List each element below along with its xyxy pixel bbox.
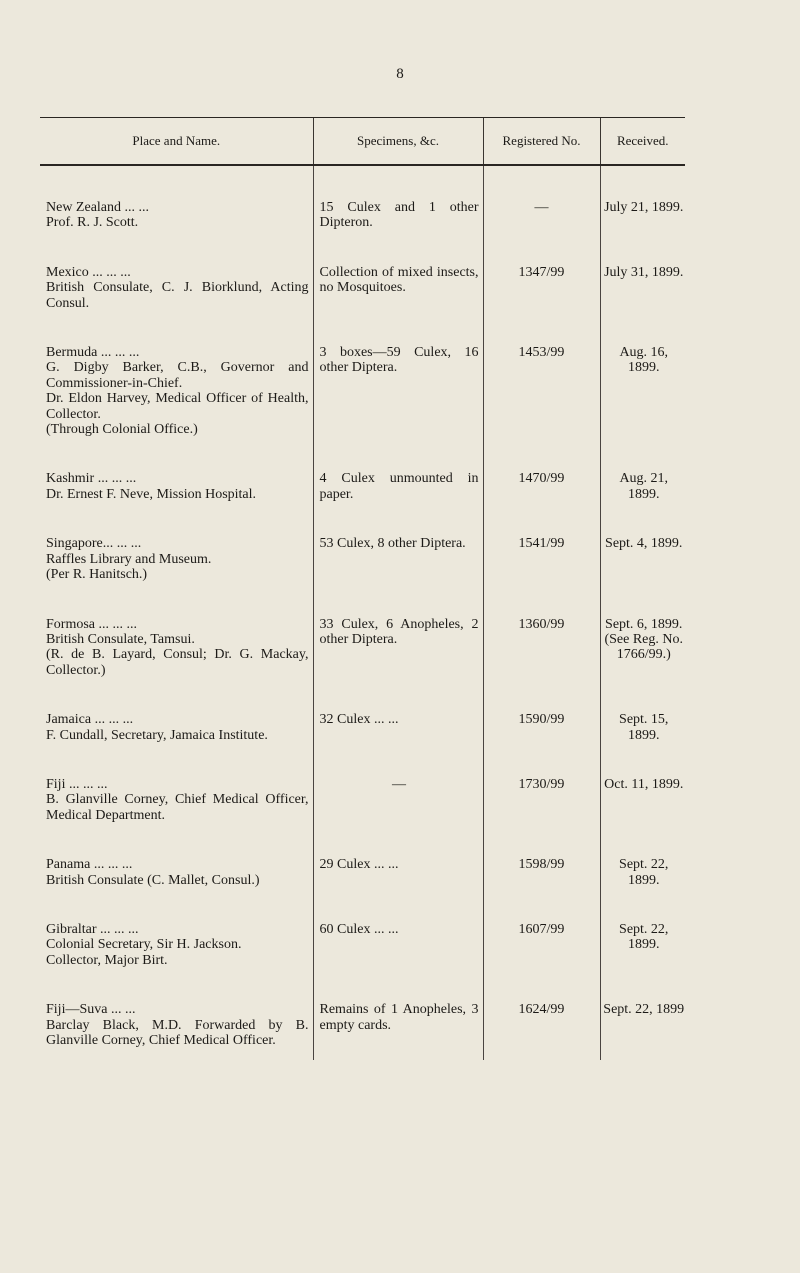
specimens-text: 53 Culex, 8 other Diptera. [319,536,466,552]
received-cell [600,712,685,777]
received-date: July 31, 1899. [604,264,684,280]
table-row [40,857,685,922]
received-date: Sept. 15, 1899. [619,712,669,743]
contact-person: British Consulate (C. Mallet, Consul.) [46,872,260,888]
place-name: Singapore... ... ... [46,536,142,552]
received-date: July 21, 1899. [604,200,684,215]
contact-person: Dr. Ernest F. Neve, Mission Hospital. [46,486,257,502]
contact-person: Barclay Black, M.D. Forwarded by B. Glanville Corney, Chief Medical Officer. [46,1017,309,1048]
contact-person: Colonial Secretary, Sir H. Jackson. [46,937,242,953]
specimens-text: 15 Culex and 1 other Dipteron. [319,200,479,231]
contact-person: (Through Colonial Office.) [46,422,198,438]
specimens-cell [313,265,483,345]
table-row [40,617,685,713]
place-name: Fiji—Suva ... ... [46,1002,136,1018]
specimens-cell [313,471,483,536]
contact-person: B. Glanville Corney, Chief Medical Officer, Medical Department. [46,792,309,823]
page-number: 8 [396,66,404,82]
table-row [40,922,685,1002]
received-date: Sept. 22, 1899. [619,921,669,953]
place-name: Gibraltar ... ... ... [46,921,139,937]
place-cell [40,1002,313,1060]
specimens-text: 29 Culex ... ... [319,857,399,873]
contact-person: British Consulate, Tamsui. [46,631,195,647]
specimens-cell [313,777,483,857]
registered-number: 1541/99 [483,536,600,616]
registered-number: 1590/99 [483,712,600,777]
contact-person: F. Cundall, Secretary, Jamaica Institute. [46,727,268,743]
place-cell [40,536,313,616]
received-date: Oct. 11, 1899. [604,776,684,792]
place-cell [40,471,313,536]
place-cell [40,777,313,857]
specimens-cell [313,712,483,777]
received-cell [600,265,685,345]
contact-person: (R. de B. Layard, Consul; Dr. G. Mackay, Collector.) [46,647,309,678]
place-cell [40,200,313,265]
specimens-cell [313,617,483,713]
specimens-text: 33 Culex, 6 Anopheles, 2 other Diptera. [319,616,479,647]
specimens-text: 4 Culex unmounted in paper. [319,471,479,502]
registered-number: 1453/99 [483,345,600,471]
header-registered: Registered No. [483,118,600,166]
specimens-cell [313,200,483,265]
specimens-text: 60 Culex ... ... [319,921,399,937]
place-name: Formosa ... ... ... [46,616,137,632]
contact-person: Raffles Library and Museum. [46,551,212,567]
received-date: Sept. 22, 1899 [603,1002,685,1018]
received-cell [600,1002,685,1060]
contact-person: British Consulate, C. J. Biorklund, Acting Consul. [46,280,309,311]
table-row [40,712,685,777]
register-table [40,117,685,1060]
received-date: Sept. 6, 1899. [605,616,683,632]
specimens-cell [313,1002,483,1060]
received-cell [600,857,685,922]
registered-number: 1730/99 [483,777,600,857]
place-name: Kashmir ... ... ... [46,471,137,487]
received-cell [600,617,685,713]
table-body [40,165,685,1060]
place-cell [40,617,313,713]
specimens-cell [313,922,483,1002]
header-place: Place and Name. [40,118,313,166]
registered-number: 1360/99 [483,617,600,713]
registered-number: 1607/99 [483,922,600,1002]
specimens-cell [313,345,483,471]
table-row [40,265,685,345]
contact-person: Prof. R. J. Scott. [46,215,139,231]
place-name: Mexico ... ... ... [46,264,131,280]
received-date: Sept. 4, 1899. [605,536,683,552]
place-cell [40,922,313,1002]
place-cell [40,265,313,345]
received-date: Aug. 16, 1899. [619,345,669,376]
specimens-text: — [392,776,406,792]
table-row [40,1002,685,1060]
place-cell [40,345,313,471]
specimen-register-table [40,117,685,1060]
received-cell [600,471,685,536]
contact-person: (Per R. Hanitsch.) [46,567,148,583]
received-cell [600,922,685,1002]
registered-number: 1470/99 [483,471,600,536]
specimens-text: Collection of mixed insects, no Mosquitoes. [319,264,479,296]
received-cell [600,777,685,857]
table-row [40,536,685,616]
table-row [40,777,685,857]
specimens-cell [313,536,483,616]
table-row [40,471,685,536]
place-name: Bermuda ... ... ... [46,345,140,361]
received-date: Aug. 21, 1899. [619,471,669,502]
received-cell [600,345,685,471]
specimens-text: 3 boxes—59 Culex, 16 other Diptera. [319,345,479,376]
table-header [40,118,685,166]
contact-person: Dr. Eldon Harvey, Medical Officer of Health, Collector. [46,391,309,422]
received-cell [600,536,685,616]
registered-number: 1598/99 [483,857,600,922]
contact-person: Collector, Major Birt. [46,952,168,968]
received-cell [600,200,685,265]
received-date: Sept. 22, 1899. [619,857,669,888]
contact-person: G. Digby Barker, C.B., Governor and Commissioner-in-Chief. [46,360,309,391]
place-cell [40,857,313,922]
header-specimens: Specimens, &c. [313,118,483,166]
place-name: Fiji ... ... ... [46,776,108,792]
registered-number: 1347/99 [483,265,600,345]
header-spacer-row [40,165,685,200]
specimens-text: Remains of 1 Anopheles, 3 empty cards. [319,1002,479,1033]
table-row [40,345,685,471]
table-row [40,200,685,265]
received-note: (See Reg. No. 1766/99.) [604,631,684,663]
registered-number: — [483,200,600,265]
header-received: Received. [600,118,685,166]
place-name: Panama ... ... ... [46,857,133,873]
place-name: New Zealand ... ... [46,200,150,215]
registered-number: 1624/99 [483,1002,600,1060]
specimens-cell [313,857,483,922]
specimens-text: 32 Culex ... ... [319,712,399,728]
place-name: Jamaica ... ... ... [46,712,134,728]
place-cell [40,712,313,777]
